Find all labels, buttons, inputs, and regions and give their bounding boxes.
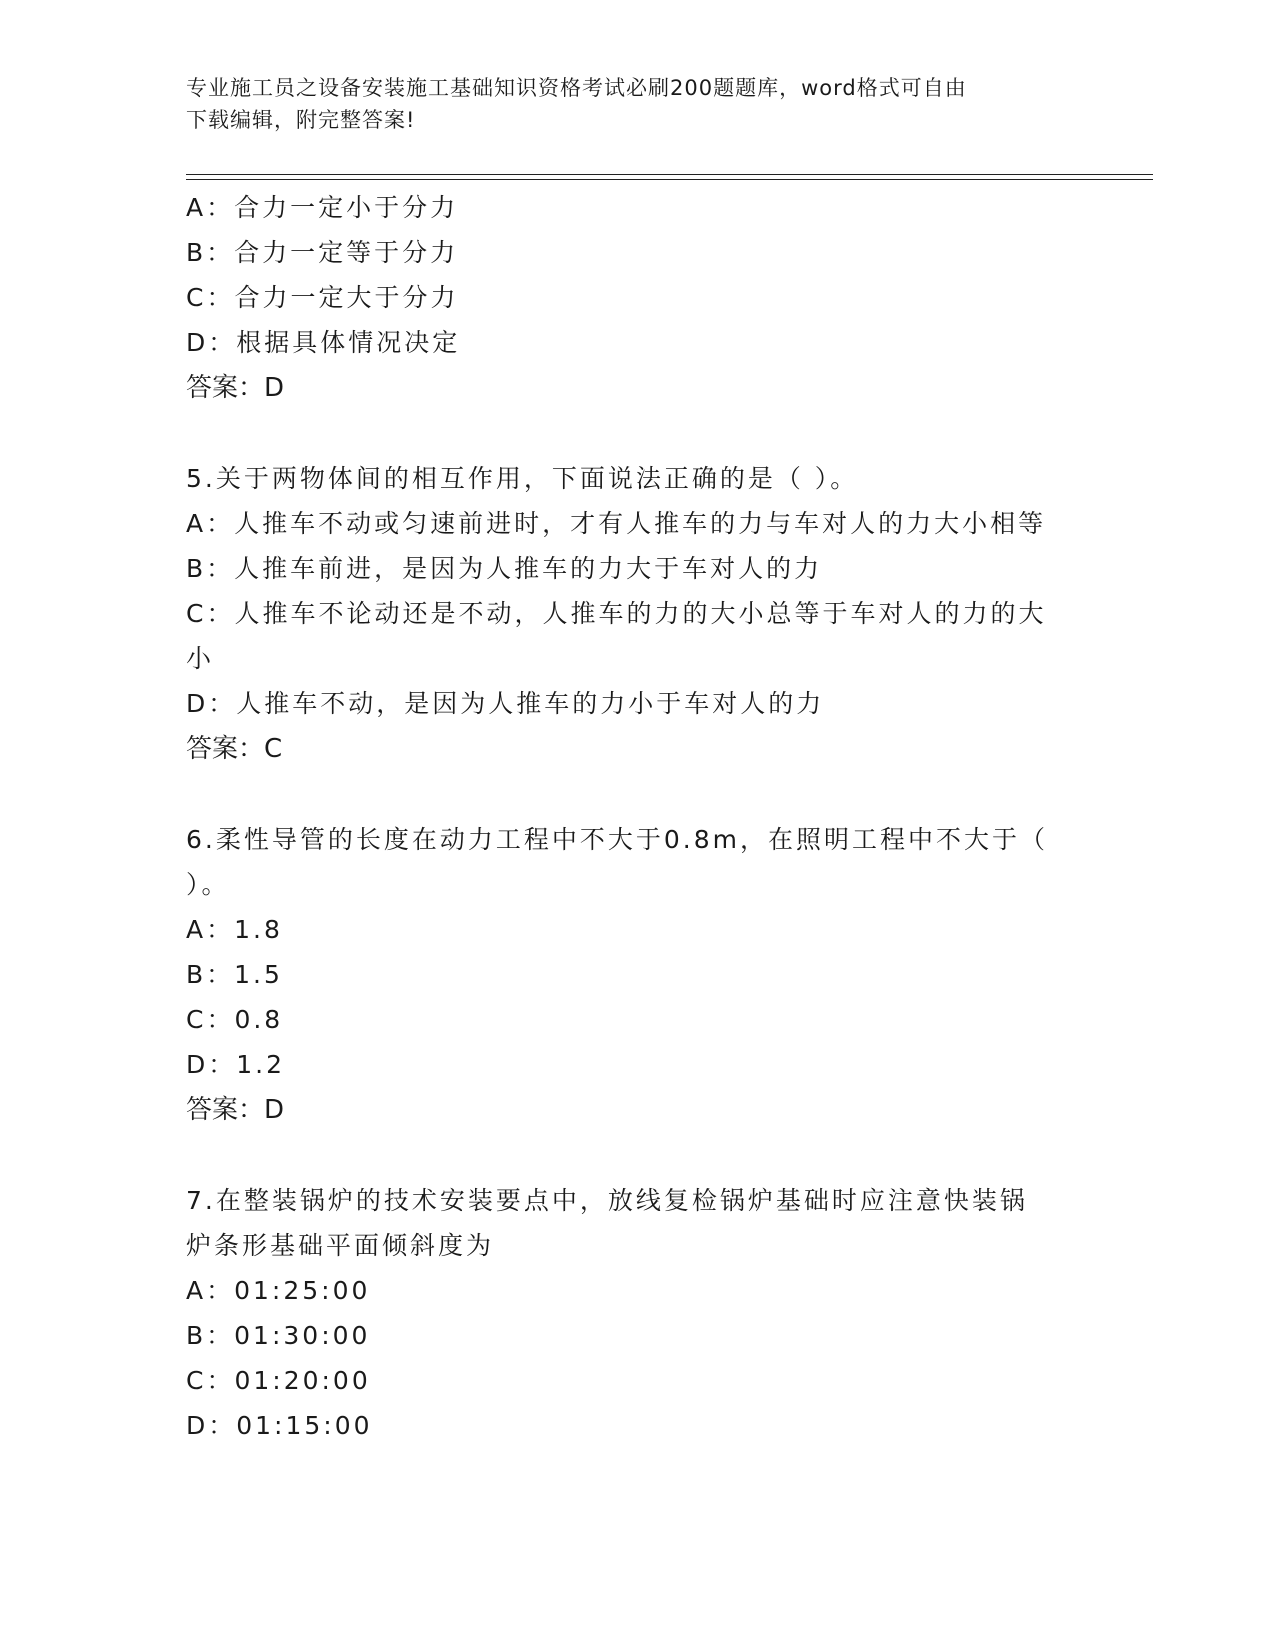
q7-option-d: D：01:15:00 — [186, 1411, 373, 1440]
header-line-2: 下载编辑，附完整答案! — [186, 108, 416, 132]
header-divider-top — [186, 174, 1153, 175]
q4-option-b: B：合力一定等于分力 — [186, 238, 459, 267]
q4-option-d: D：根据具体情况决定 — [186, 328, 461, 357]
header-line-1: 专业施工员之设备安装施工基础知识资格考试必刷200题题库，word格式可自由 — [186, 76, 967, 100]
q6-answer: 答案：D — [186, 1095, 285, 1125]
q7-option-c: C：01:20:00 — [186, 1366, 371, 1395]
q6-option-a: A：1.8 — [186, 915, 283, 944]
q7-option-b: B：01:30:00 — [186, 1321, 371, 1350]
q7-stem: 7.在整装锅炉的技术安装要点中，放线复检锅炉基础时应注意快装锅 — [186, 1186, 1028, 1215]
header-divider-bottom — [186, 179, 1153, 180]
q5-stem: 5.关于两物体间的相互作用，下面说法正确的是（ ）。 — [186, 464, 859, 493]
q5-option-c-cont: 小 — [186, 644, 215, 673]
q5-option-b: B：人推车前进，是因为人推车的力大于车对人的力 — [186, 554, 823, 583]
q6-option-c: C：0.8 — [186, 1005, 284, 1034]
q7-option-a: A：01:25:00 — [186, 1276, 371, 1305]
q4-option-c: C：合力一定大于分力 — [186, 283, 459, 312]
q6-option-b: B：1.5 — [186, 960, 283, 989]
q7-stem-cont: 炉条形基础平面倾斜度为 — [186, 1231, 495, 1260]
q5-option-c: C：人推车不论动还是不动，人推车的力的大小总等于车对人的力的大 — [186, 599, 1047, 628]
q5-option-d: D：人推车不动，是因为人推车的力小于车对人的力 — [186, 689, 825, 718]
q5-answer: 答案：C — [186, 734, 283, 764]
document-header — [186, 72, 1086, 136]
q6-stem-cont: ）。 — [186, 870, 230, 899]
q6-stem: 6.柔性导管的长度在动力工程中不大于0.8m，在照明工程中不大于（ — [186, 825, 1048, 854]
q5-option-a: A：人推车不动或匀速前进时，才有人推车的力与车对人的力大小相等 — [186, 509, 1047, 538]
q4-answer: 答案：D — [186, 373, 285, 403]
q6-option-d: D：1.2 — [186, 1050, 286, 1079]
q4-option-a: A：合力一定小于分力 — [186, 193, 459, 222]
